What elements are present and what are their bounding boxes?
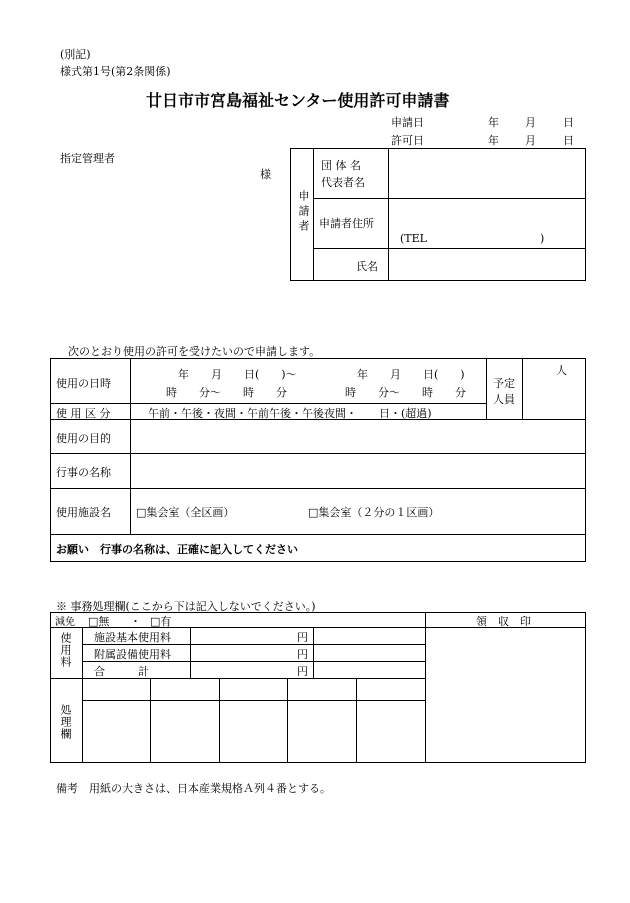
addressee-label: 指定管理者 <box>60 152 115 165</box>
permit-date-day: 日 <box>563 134 574 147</box>
applicant-side-label: 申請者 <box>297 190 310 235</box>
permit-date-year: 年 <box>488 134 499 147</box>
fee-row-total: 合 計 <box>94 665 149 678</box>
event-name-field[interactable] <box>132 455 584 486</box>
facility-option-full[interactable]: □集会室（全区画） <box>136 506 235 519</box>
org-name-field[interactable] <box>390 150 584 196</box>
address-label: 申請者住所 <box>319 217 374 230</box>
intro-text: 次のとおり使用の許可を受けたいので申請します。 <box>68 345 321 358</box>
purpose-field[interactable] <box>132 421 584 451</box>
name-label: 氏名 <box>356 260 378 273</box>
event-name-label: 行事の名称 <box>56 466 111 479</box>
facility-option-half[interactable]: □集会室（２分の１区画） <box>308 506 440 519</box>
yen-unit: 円 <box>297 631 308 644</box>
form-number: 様式第1号(第2条関係) <box>60 65 171 78</box>
tel-label: (TEL <box>400 232 427 245</box>
yen-unit: 円 <box>297 665 308 678</box>
date-range-end[interactable]: 年 月 日( ) <box>357 368 465 381</box>
reduction-yes-checkbox[interactable]: □有 <box>150 615 172 628</box>
category-options[interactable]: 午前・午後・夜間・午前午後・午後夜間・ 日・(超過) <box>148 407 432 420</box>
footer-note: 備考 用紙の大きさは、日本産業規格Ａ列４番とする。 <box>56 782 331 795</box>
representative-label: 代表者名 <box>321 176 365 189</box>
page-title: 廿日市市宮島福祉センター使用許可申請書 <box>146 91 450 110</box>
category-label: 使 用 区 分 <box>56 407 111 420</box>
address-field[interactable] <box>390 200 584 228</box>
apply-date-label: 申請日 <box>391 116 424 129</box>
reduction-dot: ・ <box>130 615 141 628</box>
date-range-start[interactable]: 年 月 日( )～ <box>178 368 297 381</box>
apply-date-year: 年 <box>488 116 499 129</box>
process-side-label: 処理欄 <box>59 704 72 740</box>
facility-label: 使用施設名 <box>56 506 111 519</box>
yen-unit: 円 <box>297 648 308 661</box>
permit-date-month: 月 <box>525 134 536 147</box>
purpose-label: 使用の目的 <box>56 432 111 445</box>
apply-date-day: 日 <box>563 116 574 129</box>
apply-date-month: 月 <box>525 116 536 129</box>
office-heading: ※ 事務処理欄(ここから下は記入しないでください。) <box>56 600 316 613</box>
receipt-stamp-label: 領 収 印 <box>476 615 531 628</box>
people-label-top: 予定 <box>493 377 515 390</box>
tel-close: ) <box>540 232 545 245</box>
time-range-1[interactable]: 時 分～ 時 分 <box>166 386 287 399</box>
time-range-2[interactable]: 時 分～ 時 分 <box>345 386 466 399</box>
fee-row-basic: 施設基本使用料 <box>94 631 171 644</box>
fee-row-equipment: 附属設備使用料 <box>94 648 171 661</box>
fee-side-label: 使用料 <box>59 632 72 668</box>
reduction-no-checkbox[interactable]: □無 <box>88 615 110 628</box>
reduction-label: 減免 <box>55 617 75 628</box>
people-label-bottom: 人員 <box>493 393 515 406</box>
notice-text: お願い 行事の名称は、正確に記入してください <box>56 543 298 556</box>
name-field[interactable] <box>390 250 584 279</box>
org-name-label: 団 体 名 <box>321 159 361 172</box>
permit-date-label: 許可日 <box>391 134 424 147</box>
note-label: (別記) <box>60 48 91 61</box>
datetime-label: 使用の日時 <box>56 377 111 390</box>
addressee-honorific: 様 <box>260 168 271 181</box>
people-unit: 人 <box>556 364 567 377</box>
